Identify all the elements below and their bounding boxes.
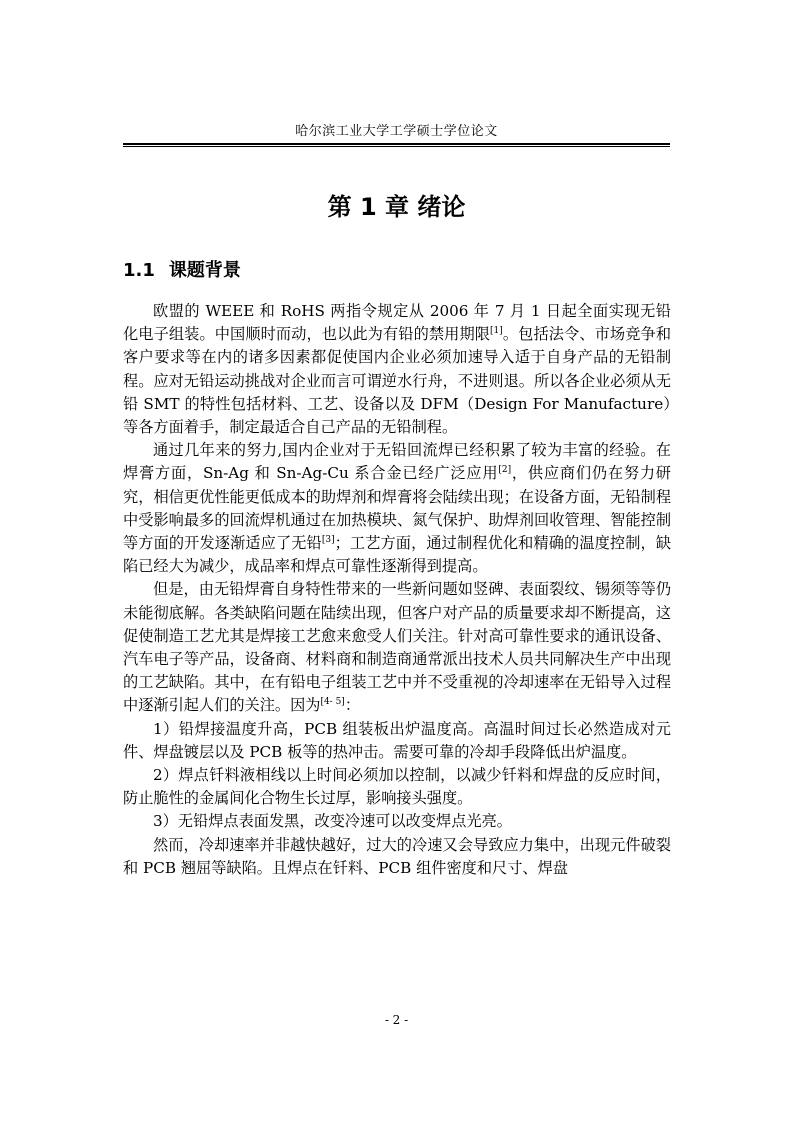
section-heading xyxy=(123,258,241,284)
list-item-paragraph xyxy=(123,764,671,810)
paragraph-text: 但是，由无铅焊膏自身特性带来的一些新问题如竖碑、表面裂纹、锡须等等仍未能彻底解。各类缺陷问题在陆续出现，但客户对产品的质量要求却不断提高，这促使制造工艺尤其是焊接工艺愈来愈受人们关注。针对高可靠性要求的通讯设备、汽车电子等产品，设备商、材料商和制造商通常派出技术人员共同解决生产中出现的工艺缺陷。其中，在有铅电子组装工艺中并不受重视的冷却速率在无铅导入过程中逐渐引起人们的关注。因为 xyxy=(123,580,671,715)
paragraph-text: 。包括法令、市场竞争和客户要求等在内的诸多因素都促使国内企业必须加速导入适于自身产品的无铅制程。应对无铅运动挑战对企业而言可谓逆水行舟，不进则退。所以各企业必须从无铅 SMT 的特性包括材料、工艺、设备以及 DFM（Design For Manufacture）等各方面着手，制定最适合自己产品的无铅制程。 xyxy=(123,325,672,437)
header-rule xyxy=(123,143,670,147)
list-item-paragraph xyxy=(123,718,671,764)
paragraph xyxy=(123,578,671,717)
chapter-title: 第 1 章 绪论 xyxy=(327,193,466,221)
paragraph xyxy=(123,834,671,880)
paragraph-text: ；工艺方面，通过制程优化和精确的温度控制，缺陷已经大为减少，成品率和焊点可靠性逐渐得到提高。 xyxy=(123,534,672,576)
body-text xyxy=(123,300,671,880)
paragraph-text: 3）无铅焊点表面发黑，改变冷速可以改变焊点光亮。 xyxy=(153,812,512,831)
section-title: 课题背景 xyxy=(168,260,241,281)
page-number: - 2 - xyxy=(384,1013,409,1027)
citation-ref: [1] xyxy=(490,326,503,337)
citation-ref: [4- 5] xyxy=(320,697,345,708)
section-number: 1.1 xyxy=(123,260,155,281)
paragraph-text: 2）焊点钎料液相线以上时间必须加以控制，以减少钎料和焊盘的反应时间，防止脆性的金属间化合物生长过厚，影响接头强度。 xyxy=(123,766,671,808)
citation-ref: [2] xyxy=(498,465,512,476)
paragraph xyxy=(123,300,671,439)
citation-ref: [3] xyxy=(321,534,335,545)
paragraph-text: ，供应商们仍在努力研究，相信更优性能更低成本的助焊剂和焊膏将会陆续出现；在设备方面，无铅制程中受影响最多的回流焊机通过在加热模块、氮气保护、助焊剂回收管理、智能控制等方面的开发逐渐适应了无铅 xyxy=(123,464,671,553)
list-item-paragraph xyxy=(123,810,671,833)
paragraph-text: ： xyxy=(344,696,361,715)
running-header: 哈尔滨工业大学工学硕士学位论文 xyxy=(295,124,498,139)
paragraph-text: 然而，冷却速率并非越快越好，过大的冷速又会导致应力集中，出现元件破裂和 PCB 翘屈等缺陷。且焊点在钎料、PCB 组件密度和尺寸、焊盘 xyxy=(123,835,671,877)
paragraph-text: 欧盟的 WEEE 和 RoHS 两指令规定从 2006 年 7 月 1 日起全面实现无铅化电子组装。中国顺时而动，也以此为有铅的禁用期限 xyxy=(123,302,671,344)
paragraph xyxy=(123,439,671,578)
paragraph-text: 通过几年来的努力,国内企业对于无铅回流焊已经积累了较为丰富的经验。在焊膏方面，Sn-Ag 和 Sn-Ag-Cu 系合金已经广泛应用 xyxy=(123,441,671,483)
paragraph-text: 1）铅焊接温度升高，PCB 组装板出炉温度高。高温时间过长必然造成对元件、焊盘镀层以及 PCB 板等的热冲击。需要可靠的冷却手段降低出炉温度。 xyxy=(123,719,671,761)
